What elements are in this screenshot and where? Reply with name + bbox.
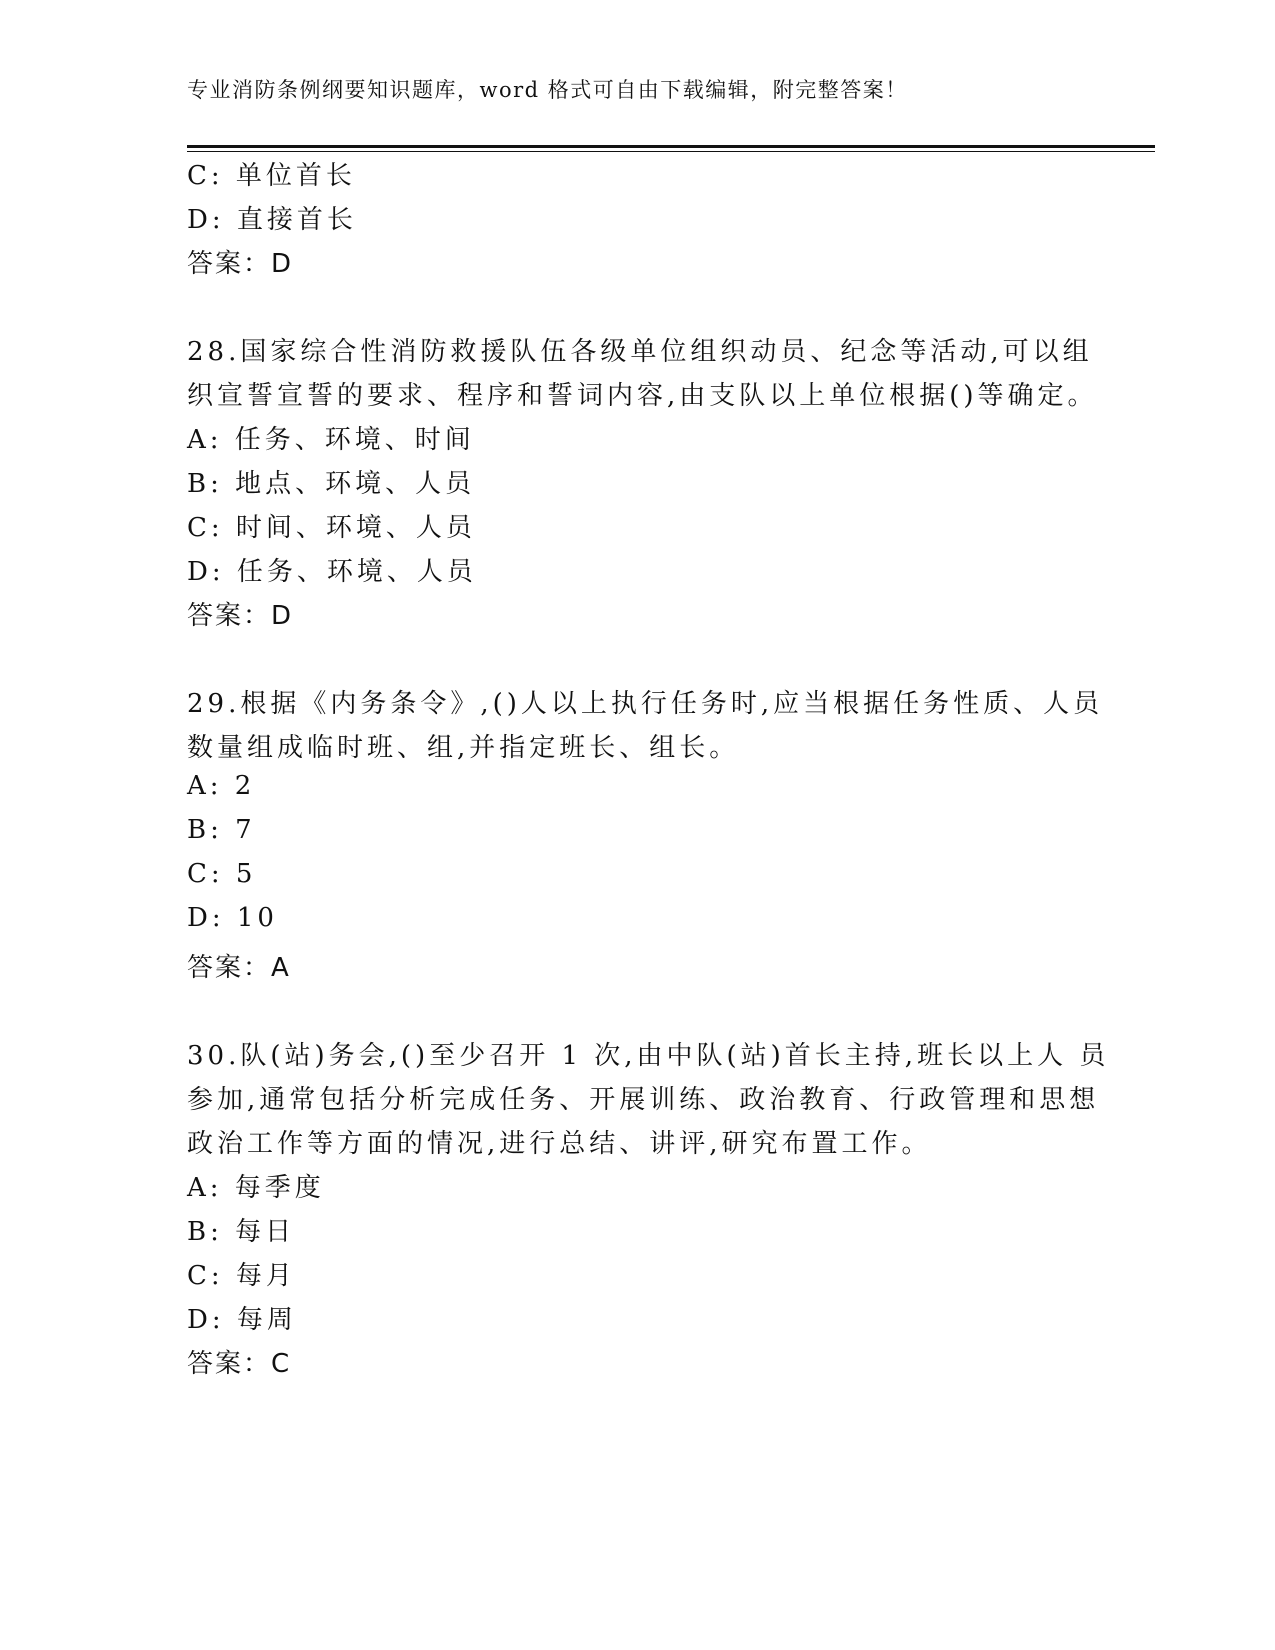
q29-option-c: C: 5 xyxy=(187,859,257,889)
page-header: 专业消防条例纲要知识题库，word 格式可自由下载编辑，附完整答案！ xyxy=(187,78,908,102)
q27-option-d: D: 直接首长 xyxy=(187,205,357,235)
header-divider xyxy=(187,145,1155,152)
q30-stem-line-1: 30.队(站)务会,()至少召开 1 次,由中队(站)首长主持,班长以上人 员 xyxy=(187,1041,1110,1071)
q29-option-b: B: 7 xyxy=(187,815,256,845)
q30-option-a: A: 每季度 xyxy=(187,1173,325,1203)
q27-answer: 答案：D xyxy=(187,249,294,279)
q29-option-d: D: 10 xyxy=(187,903,278,933)
q28-option-d: D: 任务、环境、人员 xyxy=(187,557,477,587)
q28-stem-line-2: 织宣誓宣誓的要求、程序和誓词内容,由支队以上单位根据()等确定。 xyxy=(187,381,1098,411)
q28-option-b: B: 地点、环境、人员 xyxy=(187,469,476,499)
q28-option-a: A: 任务、环境、时间 xyxy=(187,425,475,455)
q28-option-c: C: 时间、环境、人员 xyxy=(187,513,476,543)
q29-stem-line-1: 29.根据《内务条令》,()人以上执行任务时,应当根据任务性质、人员 xyxy=(187,689,1104,719)
q29-option-a: A: 2 xyxy=(187,771,256,801)
q29-answer: 答案：A xyxy=(187,953,291,983)
q30-stem-line-2: 参加,通常包括分析完成任务、开展训练、政治教育、行政管理和思想 xyxy=(187,1085,1100,1115)
q29-stem-line-2: 数量组成临时班、组,并指定班长、组长。 xyxy=(187,733,740,763)
q27-option-c: C: 单位首长 xyxy=(187,161,356,191)
q30-option-b: B: 每日 xyxy=(187,1217,296,1247)
q30-stem-line-3: 政治工作等方面的情况,进行总结、讲评,研究布置工作。 xyxy=(187,1129,932,1159)
q30-answer: 答案：C xyxy=(187,1349,292,1379)
q28-stem-line-1: 28.国家综合性消防救援队伍各级单位组织动员、纪念等活动,可以组 xyxy=(187,337,1093,367)
q28-answer: 答案：D xyxy=(187,601,294,631)
q30-option-c: C: 每月 xyxy=(187,1261,296,1291)
q30-option-d: D: 每周 xyxy=(187,1305,297,1335)
